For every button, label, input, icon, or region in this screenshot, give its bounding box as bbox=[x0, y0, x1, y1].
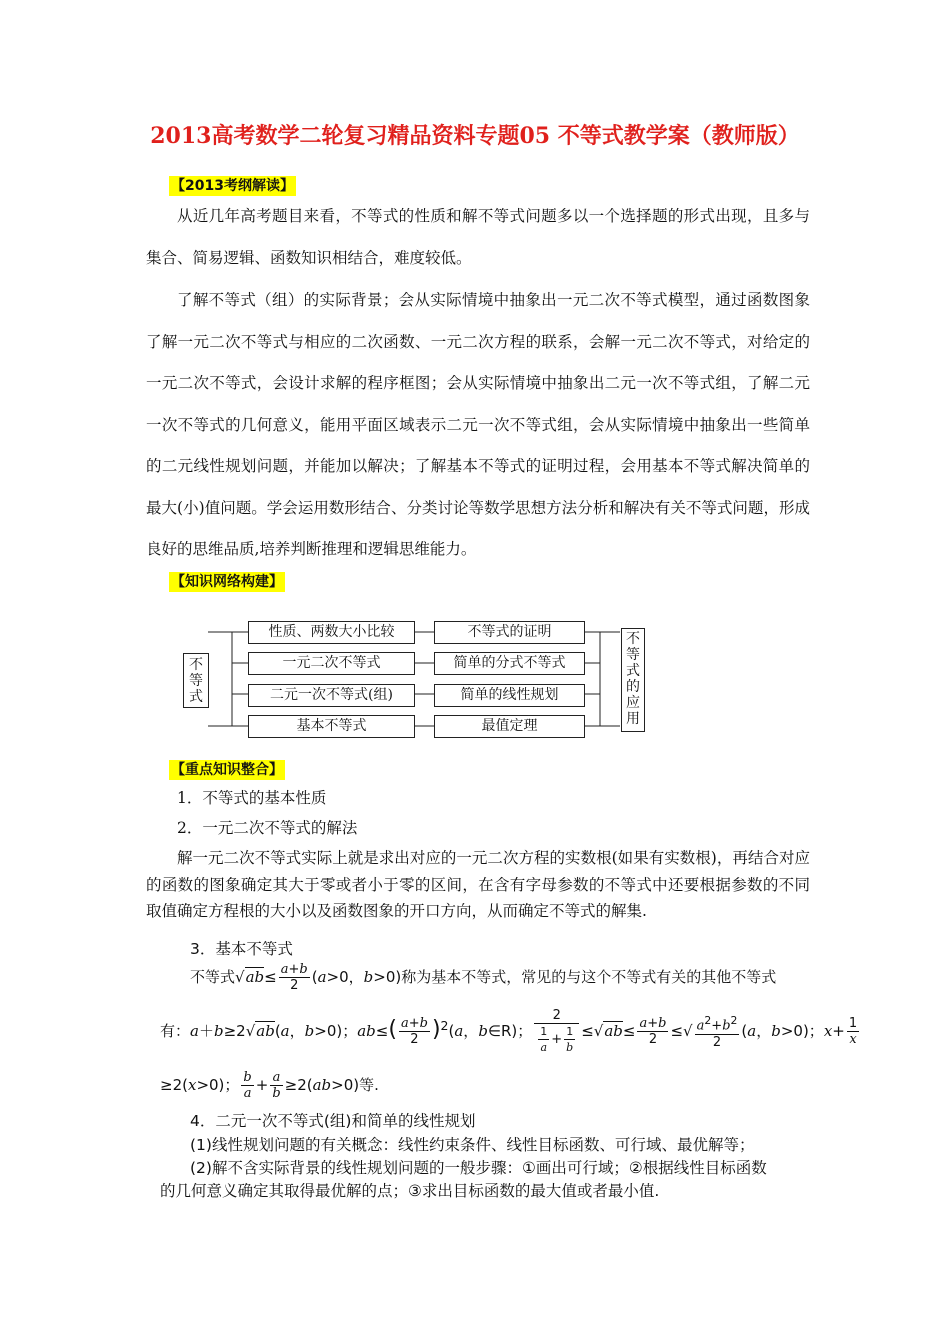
item-linear-programming: 4．二元一次不等式(组)和简单的线性规划 bbox=[190, 1112, 476, 1130]
paragraph-quadratic: 解一元二次不等式实际上就是求出对应的一元二次方程的实数根(如果有实数根)，再结合对应的函数的图象确定其大于零或者小于零的区间，在含有字母参数的不等式中还要根据参数的不同取值确定方程根的大小以及函数图象的开口方向，从而确定不等式的解集. bbox=[146, 849, 810, 920]
section-tag-key-knowledge: 【重点知识整合】 bbox=[171, 762, 283, 778]
diagram-middle-box bbox=[248, 621, 415, 644]
diagram-right-box bbox=[434, 684, 585, 707]
diagram-right-label: 简单的线性规划 bbox=[460, 687, 559, 703]
diagram-root-label: 不等式 bbox=[189, 657, 203, 705]
formula-line-3 bbox=[160, 1070, 379, 1101]
formula-line-2 bbox=[160, 1008, 861, 1055]
formula-expression: √ab≤ $\frac{a+b}{2}$ (a>0，b>0) bbox=[235, 962, 402, 993]
page-title: 2013高考数学二轮复习精品资料专题05 不等式教学案（教师版） bbox=[150, 123, 800, 149]
item-linear-programming-steps-cont: 的几何意义确定其取得最优解的点；③求出目标函数的最大值或者最小值. bbox=[160, 1182, 660, 1200]
item-linear-programming-concepts: (1)线性规划问题的有关概念：线性约束条件、线性目标函数、可行域、最优解等； bbox=[190, 1136, 755, 1154]
paragraph-overview: 从近几年高考题目来看，不等式的性质和解不等式问题多以一个选择题的形式出现，且多与集合、简易逻辑、函数知识相结合，难度较低。 bbox=[146, 207, 810, 267]
section-tag-knowledge-network: 【知识网络构建】 bbox=[171, 574, 283, 590]
diagram-middle-label: 一元二次不等式 bbox=[282, 655, 381, 671]
item-linear-programming-steps: (2)解不含实际背景的线性规划问题的一般步骤：①画出可行域；②根据线性目标函数 bbox=[190, 1159, 767, 1177]
formula-text: 等. bbox=[359, 1076, 379, 1094]
diagram-middle-box bbox=[248, 652, 415, 675]
formula-text: 有： bbox=[160, 1022, 191, 1040]
formula-expression: a＋b≥2√ab(a，b>0)；ab≤( $\frac{a+b}{2}$ )$^2$(a，b∈R)； 2 $\frac{1}{a}$ + $\frac{1}{b}$ ≤√ab≤ $\frac{a+b}{2}$ ≤√ $\frac{a^2+b^2}{2}$ (a，b>0)；x+ $\frac{1}{x}$ bbox=[190, 1008, 858, 1054]
diagram-right-label: 不等式的证明 bbox=[467, 624, 552, 640]
diagram-middle-label: 二元一次不等式(组) bbox=[270, 687, 393, 703]
diagram-middle-label: 性质、两数大小比较 bbox=[268, 624, 395, 640]
diagram-right-box bbox=[434, 621, 585, 644]
item-quadratic-solving: 2．一元二次不等式的解法 bbox=[177, 819, 358, 837]
item-basic-properties: 1．不等式的基本性质 bbox=[177, 789, 327, 807]
diagram-middle-box bbox=[248, 684, 415, 707]
diagram-right-label: 简单的分式不等式 bbox=[453, 655, 566, 671]
diagram-end-label: 不等式的应用 bbox=[626, 631, 640, 727]
diagram-root-box bbox=[183, 653, 209, 708]
diagram-middle-label: 基本不等式 bbox=[296, 718, 367, 734]
formula-line-1 bbox=[190, 962, 776, 993]
diagram-right-box bbox=[434, 715, 585, 738]
formula-text: 称为基本不等式，常见的与这个不等式有关的其他不等式 bbox=[401, 968, 777, 986]
item-basic-inequality: 3．基本不等式 bbox=[190, 940, 293, 958]
formula-expression: ≥2(x>0)； $\frac{b}{a}$ + $\frac{a}{b}$ ≥2(ab>0) bbox=[160, 1070, 360, 1101]
diagram-end-box bbox=[621, 628, 645, 732]
diagram-middle-box bbox=[248, 715, 415, 738]
section-tag-syllabus: 【2013考纲解读】 bbox=[171, 178, 294, 194]
diagram-right-label: 最值定理 bbox=[481, 718, 538, 734]
diagram-right-box bbox=[434, 652, 585, 675]
paragraph-requirements: 了解不等式（组）的实际背景；会从实际情境中抽象出一元二次不等式模型，通过函数图象了解一元二次不等式与相应的二次函数、一元二次方程的联系，会解一元二次不等式，对给定的一元二次不等式，会设计求解的程序框图；会从实际情境中抽象出二元一次不等式组，了解二元一次不等式的几何意义，能用平面区域表示二元一次不等式组，会从实际情境中抽象出一些简单的二元线性规划问题，并能加以解决；了解基本不等式的证明过程，会用基本不等式解决简单的最大(小)值问题。学会运用数形结合、分类讨论等数学思想方法分析和解决有关不等式问题，形成良好的思维品质,培养判断推理和逻辑思维能力。 bbox=[146, 291, 810, 558]
formula-text: 不等式 bbox=[190, 968, 236, 986]
